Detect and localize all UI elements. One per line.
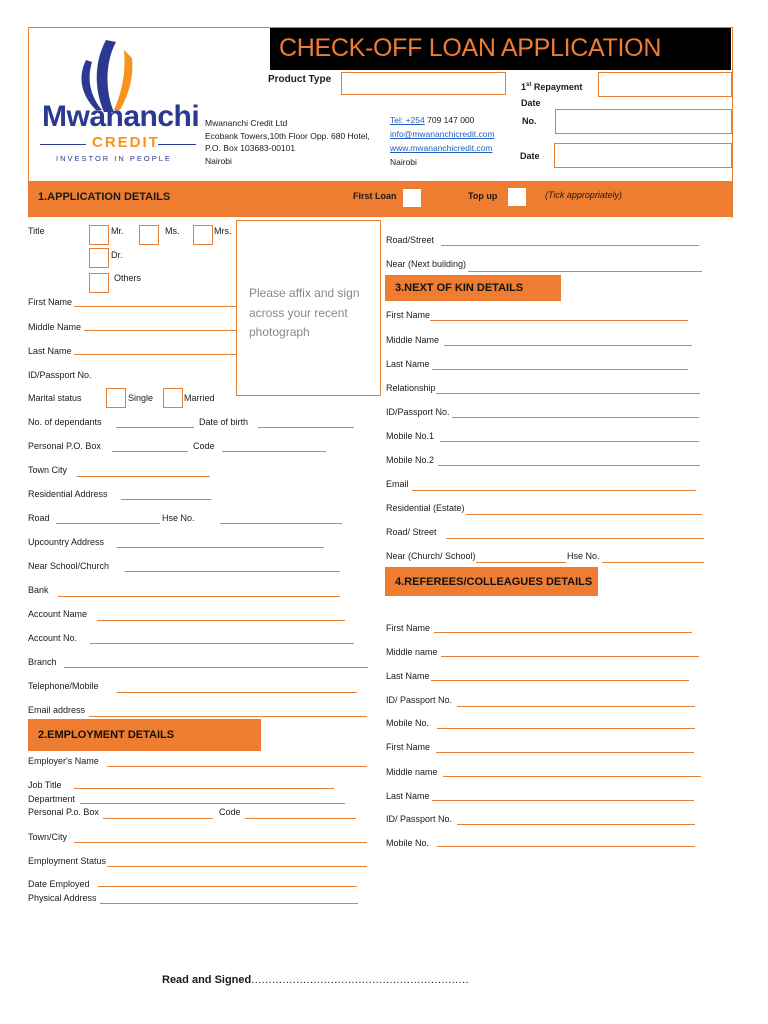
marital-status-label: Marital status xyxy=(28,393,82,403)
ref2-last-name-field[interactable] xyxy=(432,800,694,801)
near-church-label: Near (Church/ School) xyxy=(386,551,476,561)
job-title-label: Job Title xyxy=(28,780,62,790)
hse-no-field[interactable] xyxy=(220,523,342,524)
dob-label: Date of birth xyxy=(199,417,249,427)
department-label: Department xyxy=(28,794,76,804)
company-logo xyxy=(40,36,200,168)
married-label: Married xyxy=(184,393,215,403)
section3-title: 3.NEXT OF KIN DETAILS xyxy=(385,275,561,301)
no-input[interactable] xyxy=(555,109,732,134)
middle-name-label: Middle Name xyxy=(28,322,82,332)
nok-email-label: Email xyxy=(386,479,409,489)
residential-address-field[interactable] xyxy=(121,499,211,500)
ref2-mobile-field[interactable] xyxy=(437,846,695,847)
logo-sub-line-right xyxy=(158,144,196,145)
email-link[interactable]: info@mwananchicredit.com xyxy=(390,129,495,139)
repayment-date-input[interactable] xyxy=(598,72,732,97)
address-line1: Mwananchi Credit Ltd xyxy=(205,118,288,128)
email-label: Email address xyxy=(28,705,86,715)
logo-tagline: INVESTOR IN PEOPLE xyxy=(56,154,172,163)
top-up-label: Top up xyxy=(468,191,498,201)
telephone-label: Telephone/Mobile xyxy=(28,681,99,691)
date-employed-field[interactable] xyxy=(98,886,357,887)
nok-first-name-field[interactable] xyxy=(430,320,688,321)
physical-address-label: Physical Address xyxy=(28,893,97,903)
upcountry-field[interactable] xyxy=(117,547,324,548)
department-field[interactable] xyxy=(80,803,345,804)
right-road-street-field[interactable] xyxy=(441,245,699,246)
ms-checkbox[interactable] xyxy=(139,225,159,245)
mobile2-label: Mobile No.2 xyxy=(386,455,435,465)
emp-po-box-label: Personal P.o. Box xyxy=(28,807,99,817)
emp-code-field[interactable] xyxy=(245,818,356,819)
nok-id-field[interactable] xyxy=(452,417,699,418)
nok-road-street-field[interactable] xyxy=(446,538,704,539)
ref2-id-field[interactable] xyxy=(457,824,695,825)
hse-no-label: Hse No. xyxy=(162,513,195,523)
near-church-field[interactable] xyxy=(476,562,566,563)
nok-hse-no-field[interactable] xyxy=(602,562,704,563)
signed-label: Read and Signed xyxy=(162,974,252,986)
ref1-middle-name-field[interactable] xyxy=(441,656,699,657)
bank-field[interactable] xyxy=(58,596,340,597)
ref1-last-name-field[interactable] xyxy=(431,680,689,681)
photo-instruction: Please affix and sign across your recent photograph xyxy=(249,286,360,339)
near-school-field[interactable] xyxy=(125,571,340,572)
physical-address-field[interactable] xyxy=(100,903,358,904)
tick-note: (Tick appropriately) xyxy=(545,190,622,200)
repayment-label-pre: 1 xyxy=(521,82,527,92)
ref2-middle-name-field[interactable] xyxy=(443,776,701,777)
dr-label: Dr. xyxy=(111,250,123,260)
top-up-checkbox[interactable] xyxy=(507,187,527,207)
ref1-middle-name-label: Middle name xyxy=(386,647,438,657)
nok-email-field[interactable] xyxy=(412,490,696,491)
nok-road-street-label: Road/ Street xyxy=(386,527,437,537)
address-line4: Nairobi xyxy=(205,155,232,166)
code-label: Code xyxy=(193,441,215,451)
contact-city: Nairobi xyxy=(390,157,417,167)
title-label: Title xyxy=(28,226,45,236)
date-label: Date xyxy=(520,151,540,161)
last-name-label: Last Name xyxy=(28,346,72,356)
nok-id-label: ID/Passport No. xyxy=(386,407,450,417)
road-field[interactable] xyxy=(56,523,160,524)
dependants-label: No. of dependants xyxy=(28,417,102,427)
ref2-id-label: ID/ Passport No. xyxy=(386,814,453,824)
job-title-field[interactable] xyxy=(74,788,334,789)
near-school-label: Near School/Church xyxy=(28,561,110,571)
account-no-field[interactable] xyxy=(90,643,354,644)
account-name-field[interactable] xyxy=(97,620,345,621)
mr-label: Mr. xyxy=(111,226,124,236)
employment-status-field[interactable] xyxy=(107,866,367,867)
repayment-label-sup: st xyxy=(526,82,532,88)
relationship-field[interactable] xyxy=(436,393,700,394)
right-road-street-label: Road/Street xyxy=(386,235,435,245)
employer-label: Employer's Name xyxy=(28,756,99,766)
employment-status-label: Employment Status xyxy=(28,856,107,866)
date-employed-label: Date Employed xyxy=(28,879,90,889)
emp-po-box-field[interactable] xyxy=(103,818,213,819)
first-name-field[interactable] xyxy=(74,306,236,307)
branch-label: Branch xyxy=(28,657,57,667)
id-passport-label: ID/Passport No. xyxy=(28,370,92,380)
ref1-id-label: ID/ Passport No. xyxy=(386,695,453,705)
dependants-field[interactable] xyxy=(116,427,194,428)
telephone-field[interactable] xyxy=(117,692,357,693)
residential-estate-label: Residential (Estate) xyxy=(386,503,465,513)
po-box-label: Personal P.O. Box xyxy=(28,441,101,451)
dr-checkbox[interactable] xyxy=(89,248,109,268)
mrs-label: Mrs. xyxy=(214,226,232,236)
product-type-label: Product Type xyxy=(268,74,332,85)
ref1-mobile-field[interactable] xyxy=(437,728,695,729)
nok-middle-name-field[interactable] xyxy=(444,345,692,346)
logo-name: Mwananchi xyxy=(42,100,200,133)
road-label: Road xyxy=(28,513,50,523)
nok-last-name-field[interactable] xyxy=(432,369,688,370)
account-no-label: Account No. xyxy=(28,633,78,643)
repayment-label-line2: Date xyxy=(521,98,541,108)
section1-title: 1.APPLICATION DETAILS xyxy=(38,191,171,203)
nok-last-name-label: Last Name xyxy=(386,359,430,369)
dob-field[interactable] xyxy=(258,427,354,428)
mr-checkbox[interactable] xyxy=(89,225,109,245)
code-field[interactable] xyxy=(222,451,326,452)
contact-tel xyxy=(390,113,495,127)
ref2-first-name-field[interactable] xyxy=(436,752,694,753)
ms-label: Ms. xyxy=(165,226,180,236)
last-name-field[interactable] xyxy=(74,354,236,355)
mobile1-field[interactable] xyxy=(440,441,699,442)
ref2-mobile-label: Mobile No. xyxy=(386,838,430,848)
section2-title: 2.EMPLOYMENT DETAILS xyxy=(28,719,261,751)
nok-hse-no-label: Hse No. xyxy=(567,551,600,561)
company-contacts xyxy=(390,113,495,169)
emp-town-city-field[interactable] xyxy=(74,842,367,843)
ref1-id-field[interactable] xyxy=(457,706,695,707)
page-title: CHECK-OFF LOAN APPLICATION xyxy=(279,34,662,62)
ref2-middle-name-label: Middle name xyxy=(386,767,438,777)
middle-name-field[interactable] xyxy=(84,330,236,331)
upcountry-label: Upcountry Address xyxy=(28,537,105,547)
signed-dots: ............................................................... xyxy=(251,974,469,986)
nok-first-name-label: First Name xyxy=(386,310,431,320)
single-label: Single xyxy=(128,393,154,403)
logo-sub-line-left xyxy=(40,144,86,145)
near-building-field[interactable] xyxy=(468,271,702,272)
tel-number: 709 147 000 xyxy=(424,115,475,125)
account-name-label: Account Name xyxy=(28,609,88,619)
town-city-field[interactable] xyxy=(77,476,210,477)
ref1-last-name-label: Last Name xyxy=(386,671,430,681)
first-name-label: First Name xyxy=(28,297,73,307)
po-box-field[interactable] xyxy=(112,451,188,452)
bank-label: Bank xyxy=(28,585,49,595)
branch-field[interactable] xyxy=(64,667,368,668)
near-building-label: Near (Next building) xyxy=(386,259,467,269)
repayment-label-post: Repayment xyxy=(531,82,583,92)
relationship-label: Relationship xyxy=(386,383,436,393)
section4-title: 4.REFEREES/COLLEAGUES DETAILS xyxy=(385,567,598,596)
nok-middle-name-label: Middle Name xyxy=(386,335,440,345)
emp-code-label: Code xyxy=(219,807,241,817)
first-loan-checkbox[interactable] xyxy=(402,188,422,208)
mobile1-label: Mobile No.1 xyxy=(386,431,435,441)
tel-link[interactable]: Tel: +254 xyxy=(390,115,425,125)
ref1-mobile-label: Mobile No. xyxy=(386,718,430,728)
single-checkbox[interactable] xyxy=(106,388,126,408)
date-input[interactable] xyxy=(554,143,732,168)
address-line2: Ecobank Towers,10th Floor Opp. 680 Hotel, xyxy=(205,130,370,141)
product-type-input[interactable] xyxy=(341,72,506,95)
company-address xyxy=(205,117,370,167)
others-label: Others xyxy=(114,273,142,283)
others-checkbox[interactable] xyxy=(89,273,109,293)
mrs-checkbox[interactable] xyxy=(193,225,213,245)
emp-town-city-label: Town/City xyxy=(28,832,68,842)
employer-field[interactable] xyxy=(107,766,367,767)
website-link[interactable]: www.mwananchicredit.com xyxy=(390,143,493,153)
address-line3: P.O. Box 103683-00101 xyxy=(205,143,296,153)
mobile2-field[interactable] xyxy=(438,465,700,466)
first-loan-label: First Loan xyxy=(353,191,397,201)
logo-sub: CREDIT xyxy=(92,134,160,151)
email-field[interactable] xyxy=(89,716,367,717)
ref1-first-name-field[interactable] xyxy=(434,632,692,633)
married-checkbox[interactable] xyxy=(163,388,183,408)
residential-estate-field[interactable] xyxy=(466,514,702,515)
ref1-first-name-label: First Name xyxy=(386,623,431,633)
town-city-label: Town City xyxy=(28,465,68,475)
repayment-date-label xyxy=(521,77,582,111)
no-label: No. xyxy=(522,116,537,126)
read-and-signed[interactable] xyxy=(162,974,469,986)
ref2-first-name-label: First Name xyxy=(386,742,431,752)
ref2-last-name-label: Last Name xyxy=(386,791,430,801)
residential-address-label: Residential Address xyxy=(28,489,108,499)
